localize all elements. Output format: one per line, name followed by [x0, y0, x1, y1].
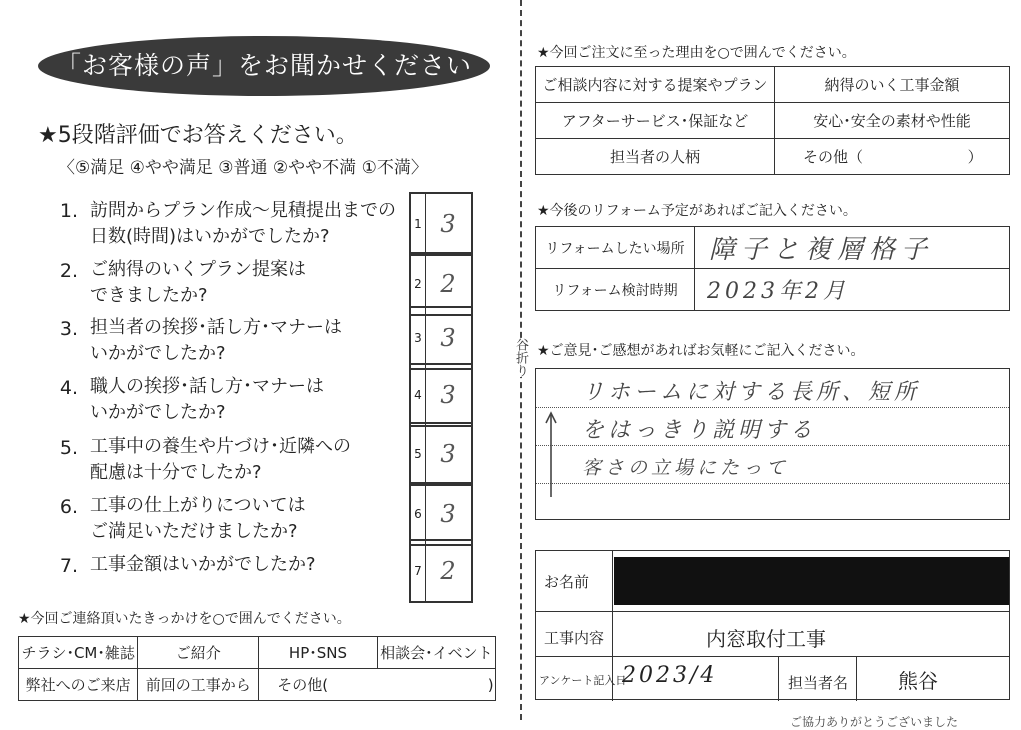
divider	[612, 656, 613, 701]
score-value: 2	[440, 557, 456, 585]
score-value: 3	[440, 500, 456, 528]
trigger-option-other[interactable]	[259, 669, 496, 701]
score-value: 3	[440, 440, 456, 468]
trigger-option[interactable]: 相談会･イベント	[377, 637, 495, 669]
divider	[778, 656, 779, 701]
question-text	[90, 198, 396, 250]
comment-line-text: リホームに対する長所、短所	[582, 380, 921, 405]
question-text	[90, 552, 316, 578]
question-line: いかがでしたか?	[90, 402, 226, 423]
comment-rule	[536, 407, 1009, 408]
row-divider	[536, 611, 1009, 612]
order-reason-heading: ★今回ご注文に至った理由を○で囲んでください。	[537, 45, 856, 61]
time-value: 2023年2月	[707, 279, 849, 304]
future-plan-heading: ★今後のリフォーム予定があればご記入ください。	[537, 203, 857, 219]
score-value: 3	[440, 210, 456, 238]
rating-legend: 〈⑤満足 ④やや満足 ③普通 ②やや不満 ①不満〉	[58, 158, 428, 178]
comments-heading: ★ご意見･ご感想があればお気軽にご記入ください。	[537, 343, 865, 359]
trigger-option[interactable]: HP･SNS	[259, 637, 377, 669]
question-text	[90, 315, 342, 367]
question-line: 配慮は十分でしたか?	[90, 462, 262, 483]
score-box[interactable]	[409, 192, 473, 256]
rating-heading: ★5段階評価でお答えください。	[38, 123, 358, 148]
reason-option[interactable]: ご相談内容に対する提案やプラン	[536, 67, 775, 103]
question-line: いかがでしたか?	[90, 343, 226, 364]
other-open: その他（	[803, 148, 864, 166]
comment-rule	[536, 445, 1009, 446]
question-number: 7.	[59, 555, 78, 577]
other-close: ）	[967, 148, 983, 166]
place-label: リフォームしたい場所	[536, 227, 695, 269]
work-value: 内窓取付工事	[706, 627, 826, 651]
score-index: 2	[411, 254, 426, 314]
score-box[interactable]	[409, 363, 473, 427]
score-value: 3	[440, 381, 456, 409]
order-reason-table	[535, 66, 1010, 175]
question-line: 工事の仕上がりについては	[90, 495, 306, 516]
question-line: 工事中の養生や片づけ･近隣への	[90, 436, 351, 457]
comment-line-text: 客さの立場にたって	[582, 457, 790, 479]
score-index: 4	[411, 365, 426, 425]
bottom-note: ご協力ありがとうございました	[790, 715, 959, 729]
score-index: 6	[411, 484, 426, 544]
question-number: 3.	[59, 318, 78, 340]
score-box[interactable]	[409, 539, 473, 603]
date-value: 2023/4	[622, 663, 718, 688]
time-label: リフォーム検討時期	[536, 269, 695, 311]
score-box[interactable]	[409, 422, 473, 486]
time-field[interactable]	[695, 269, 1010, 311]
trigger-option[interactable]: 弊社へのご来店	[19, 669, 138, 701]
question-text	[90, 374, 324, 426]
reason-option-other[interactable]	[775, 139, 1010, 175]
score-index: 7	[411, 541, 426, 601]
other-open: その他(	[277, 676, 329, 694]
question-line: ご納得のいくプラン提案は	[90, 259, 306, 280]
trigger-option[interactable]: 前回の工事から	[138, 669, 259, 701]
survey-title: 「お客様の声」をお聞かせください	[38, 36, 490, 96]
other-close: )	[487, 676, 494, 694]
info-table	[535, 550, 1010, 700]
row-divider	[536, 656, 1009, 657]
staff-value: 熊谷	[898, 669, 938, 693]
handwritten-arrow-icon	[544, 409, 558, 499]
comment-rule	[536, 483, 1009, 484]
future-plan-table	[535, 226, 1010, 311]
question-line: ご満足いただけましたか?	[90, 521, 298, 542]
reason-option[interactable]: 担当者の人柄	[536, 139, 775, 175]
question-line: 日数(時間)はいかがでしたか?	[90, 226, 330, 247]
comment-line-text: をはっきり説明する	[582, 418, 817, 443]
comment-area[interactable]	[535, 368, 1010, 520]
score-index: 5	[411, 424, 426, 484]
score-index: 1	[411, 194, 426, 254]
question-line: 職人の挨拶･話し方･マナーは	[90, 376, 324, 397]
place-value: 障子と複層格子	[709, 235, 934, 265]
question-line: 訪問からプラン作成～見積提出までの	[90, 200, 396, 221]
trigger-option[interactable]: ご紹介	[138, 637, 259, 669]
question-line: できましたか?	[90, 285, 208, 306]
question-text	[90, 257, 306, 309]
question-number: 6.	[59, 496, 78, 518]
fold-label: 谷折り	[510, 338, 530, 377]
score-index: 3	[411, 308, 426, 368]
question-number: 4.	[59, 377, 78, 399]
score-value: 2	[440, 270, 456, 298]
redacted-name	[614, 557, 1009, 605]
name-label: お名前	[544, 573, 590, 591]
question-line: 担当者の挨拶･話し方･マナーは	[90, 317, 342, 338]
place-field[interactable]	[695, 227, 1010, 269]
contact-trigger-heading: ★今回ご連絡頂いたきっかけを○で囲んでください。	[18, 611, 351, 627]
question-number: 5.	[59, 437, 78, 459]
question-text	[90, 434, 351, 486]
reason-option[interactable]: 納得のいく工事金額	[775, 67, 1010, 103]
reason-option[interactable]: アフターサービス･保証など	[536, 103, 775, 139]
divider	[612, 611, 613, 656]
score-box[interactable]	[409, 482, 473, 546]
question-number: 2.	[59, 260, 78, 282]
divider	[612, 551, 613, 611]
score-box[interactable]	[409, 306, 473, 370]
trigger-option[interactable]: チラシ･CM･雑誌	[19, 637, 138, 669]
question-text	[90, 493, 306, 545]
question-number: 1.	[59, 200, 78, 222]
work-label: 工事内容	[544, 629, 605, 647]
score-value: 3	[440, 324, 456, 352]
date-label: アンケート記入日	[539, 674, 627, 687]
question-line: 工事金額はいかがでしたか?	[90, 554, 316, 575]
staff-label: 担当者名	[788, 674, 849, 692]
divider	[856, 656, 857, 701]
contact-trigger-table	[18, 636, 496, 701]
reason-option[interactable]: 安心･安全の素材や性能	[775, 103, 1010, 139]
